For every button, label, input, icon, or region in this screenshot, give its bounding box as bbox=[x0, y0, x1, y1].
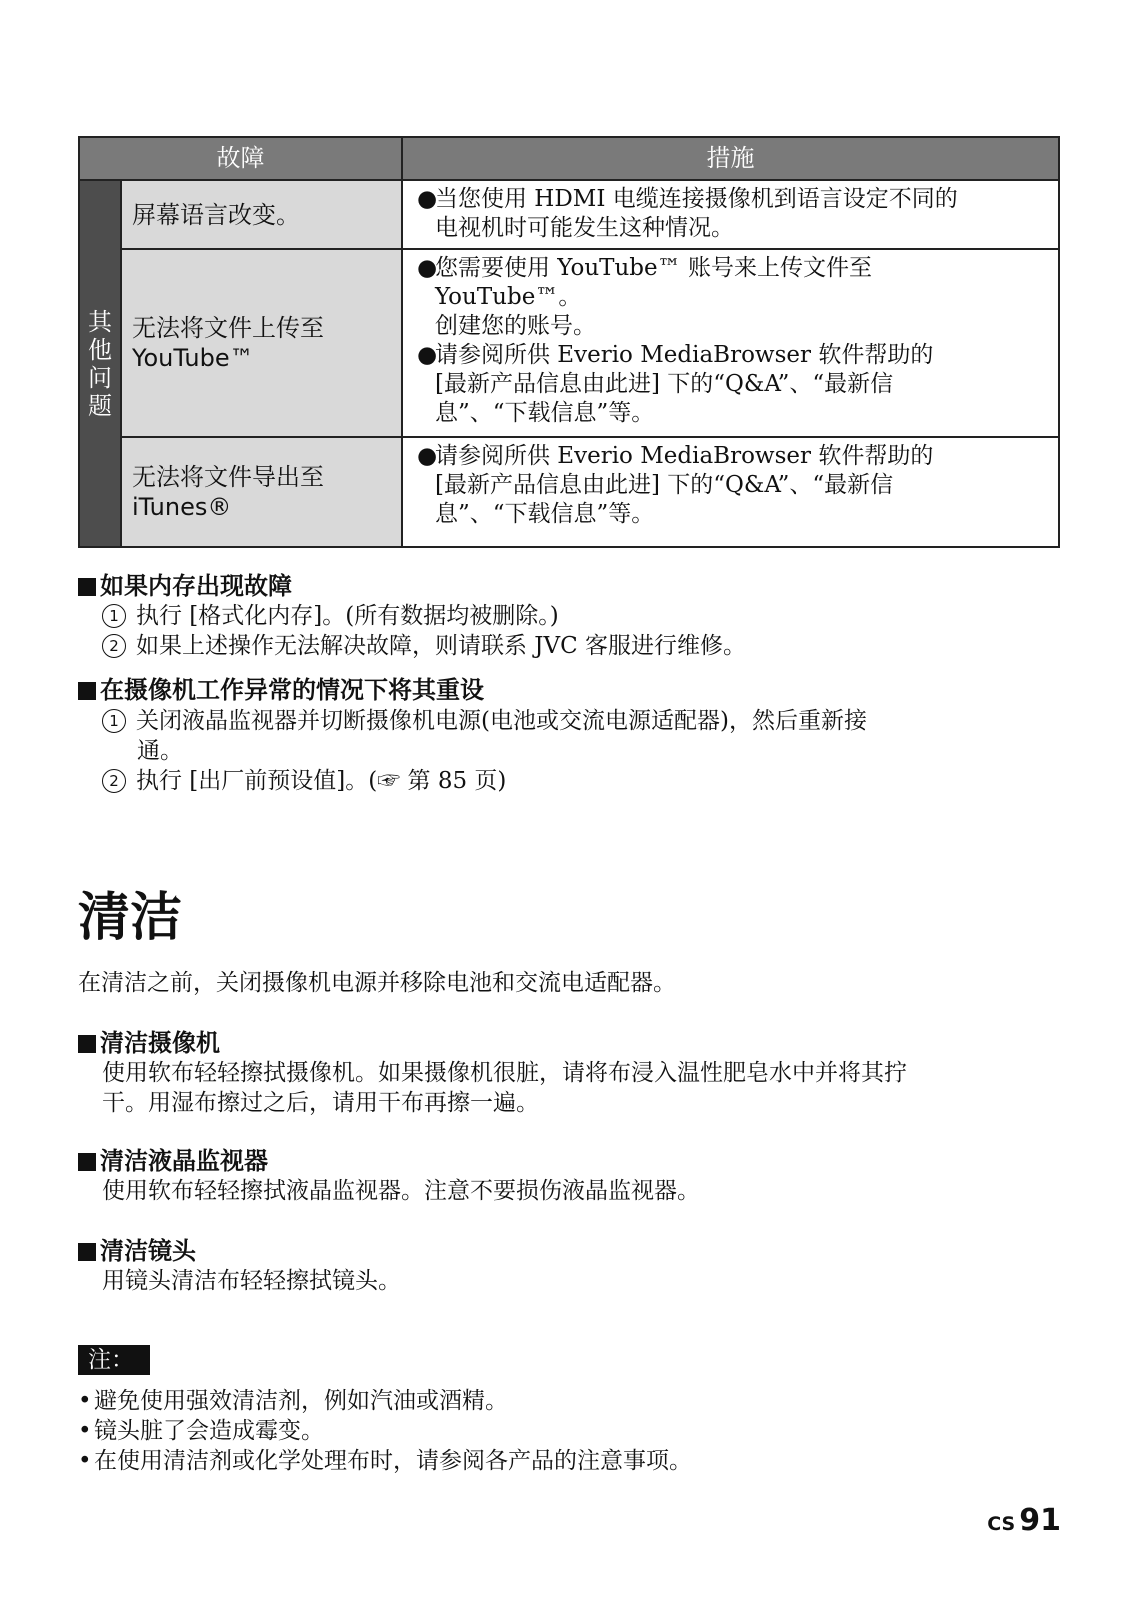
table-row bbox=[122, 250, 1058, 438]
problem-text: 无法将文件上传至 YouTube™ bbox=[132, 314, 324, 372]
action-text: 请参阅所供 Everio MediaBrowser 软件帮助的 [最新产品信息由此进] 下的“Q&A”、“最新信 息”、“下载信息”等。 bbox=[435, 342, 934, 426]
action-text: 您需要使用 YouTube™ 账号来上传文件至 YouTube™。 创建您的账号。 bbox=[435, 255, 872, 339]
square-icon bbox=[78, 682, 96, 700]
page-title: 清洁 bbox=[78, 888, 183, 948]
step-text: 如果上述操作无法解决故障，则请联系 JVC 客服进行维修。 bbox=[136, 633, 747, 659]
category-cell bbox=[80, 181, 122, 546]
language-code: CS bbox=[987, 1513, 1016, 1535]
square-icon bbox=[78, 1035, 96, 1053]
lcd-title-text: 清洁液晶监视器 bbox=[100, 1147, 268, 1175]
table-row bbox=[122, 438, 1058, 546]
action-text: 当您使用 HDMI 电缆连接摄像机到语言设定不同的 电视机时可能发生这种情况。 bbox=[435, 186, 958, 241]
bullet-icon: ● bbox=[417, 443, 438, 469]
reset-title-text: 在摄像机工作异常的情况下将其重设 bbox=[100, 676, 484, 704]
reset-step-1 bbox=[102, 706, 867, 736]
step-number: 2 bbox=[102, 634, 126, 658]
step-text: 执行 [出厂前预设值]。(☞ 第 85 页) bbox=[136, 768, 507, 794]
table-header bbox=[80, 138, 1058, 181]
action-item bbox=[417, 185, 1050, 243]
step-text: 执行 [格式化内存]。(所有数据均被删除。) bbox=[136, 603, 559, 629]
note-text: 在使用清洁剂或化学处理布时，请参阅各产品的注意事项。 bbox=[94, 1448, 692, 1474]
note-item: • 镜头脏了会造成霉变。 bbox=[78, 1418, 324, 1444]
step-number: 1 bbox=[102, 604, 126, 628]
cleaning-intro: 在清洁之前，关闭摄像机电源并移除电池和交流电适配器。 bbox=[78, 970, 676, 996]
lcd-section-title bbox=[78, 1146, 268, 1176]
memory-section-title bbox=[78, 571, 292, 601]
lens-text: 用镜头清洁布轻轻擦拭镜头。 bbox=[102, 1268, 401, 1294]
troubleshooting-table bbox=[78, 136, 1060, 548]
square-icon bbox=[78, 1243, 96, 1261]
problem-cell bbox=[122, 438, 403, 546]
page-number-value: 91 bbox=[1019, 1503, 1061, 1538]
action-cell bbox=[403, 250, 1058, 436]
bullet-icon: ● bbox=[417, 255, 438, 281]
reset-step-1-cont: 通。 bbox=[137, 738, 183, 764]
table-row bbox=[122, 181, 1058, 250]
square-icon bbox=[78, 578, 96, 596]
action-text: 请参阅所供 Everio MediaBrowser 软件帮助的 [最新产品信息由此进] 下的“Q&A”、“最新信 息”、“下载信息”等。 bbox=[435, 443, 934, 527]
problem-cell bbox=[122, 181, 403, 248]
action-cell bbox=[403, 438, 1058, 546]
lcd-text: 使用软布轻轻擦拭液晶监视器。注意不要损伤液晶监视器。 bbox=[102, 1178, 700, 1204]
action-item bbox=[417, 341, 1050, 428]
bullet-icon: ● bbox=[417, 342, 438, 368]
memory-title-text: 如果内存出现故障 bbox=[100, 572, 292, 600]
step-number: 1 bbox=[102, 709, 126, 733]
note-item: • 避免使用强效清洁剂，例如汽油或酒精。 bbox=[78, 1388, 508, 1414]
action-cell bbox=[403, 181, 1058, 248]
reset-section-title bbox=[78, 675, 484, 705]
note-text: 避免使用强效清洁剂，例如汽油或酒精。 bbox=[94, 1388, 508, 1414]
action-item bbox=[417, 442, 1050, 529]
category-label: 其他问题 bbox=[88, 307, 112, 420]
step-number: 2 bbox=[102, 769, 126, 793]
memory-step-2 bbox=[102, 631, 746, 661]
problem-cell bbox=[122, 250, 403, 436]
note-text: 镜头脏了会造成霉变。 bbox=[94, 1418, 324, 1444]
square-icon bbox=[78, 1153, 96, 1171]
memory-step-1 bbox=[102, 601, 559, 631]
note-item: • 在使用清洁剂或化学处理布时，请参阅各产品的注意事项。 bbox=[78, 1448, 692, 1474]
header-action: 措施 bbox=[706, 144, 755, 172]
header-problem: 故障 bbox=[80, 138, 403, 179]
lens-title-text: 清洁镜头 bbox=[100, 1237, 196, 1265]
problem-text: 无法将文件导出至 iTunes® bbox=[132, 463, 324, 521]
camera-text-2: 干。用湿布擦过之后，请用干布再擦一遍。 bbox=[102, 1090, 539, 1116]
page-number bbox=[987, 1503, 1061, 1542]
bullet-icon: ● bbox=[417, 186, 438, 212]
action-item bbox=[417, 254, 1050, 341]
problem-text: 屏幕语言改变。 bbox=[132, 200, 300, 229]
step-text: 关闭液晶监视器并切断摄像机电源(电池或交流电源适配器)，然后重新接 bbox=[136, 708, 867, 734]
camera-text-1: 使用软布轻轻擦拭摄像机。如果摄像机很脏，请将布浸入温性肥皂水中并将其拧 bbox=[102, 1060, 907, 1086]
note-label: 注： bbox=[78, 1345, 150, 1375]
lens-section-title bbox=[78, 1236, 196, 1266]
reset-step-2 bbox=[102, 766, 506, 796]
camera-title-text: 清洁摄像机 bbox=[100, 1029, 220, 1057]
camera-section-title bbox=[78, 1028, 220, 1058]
